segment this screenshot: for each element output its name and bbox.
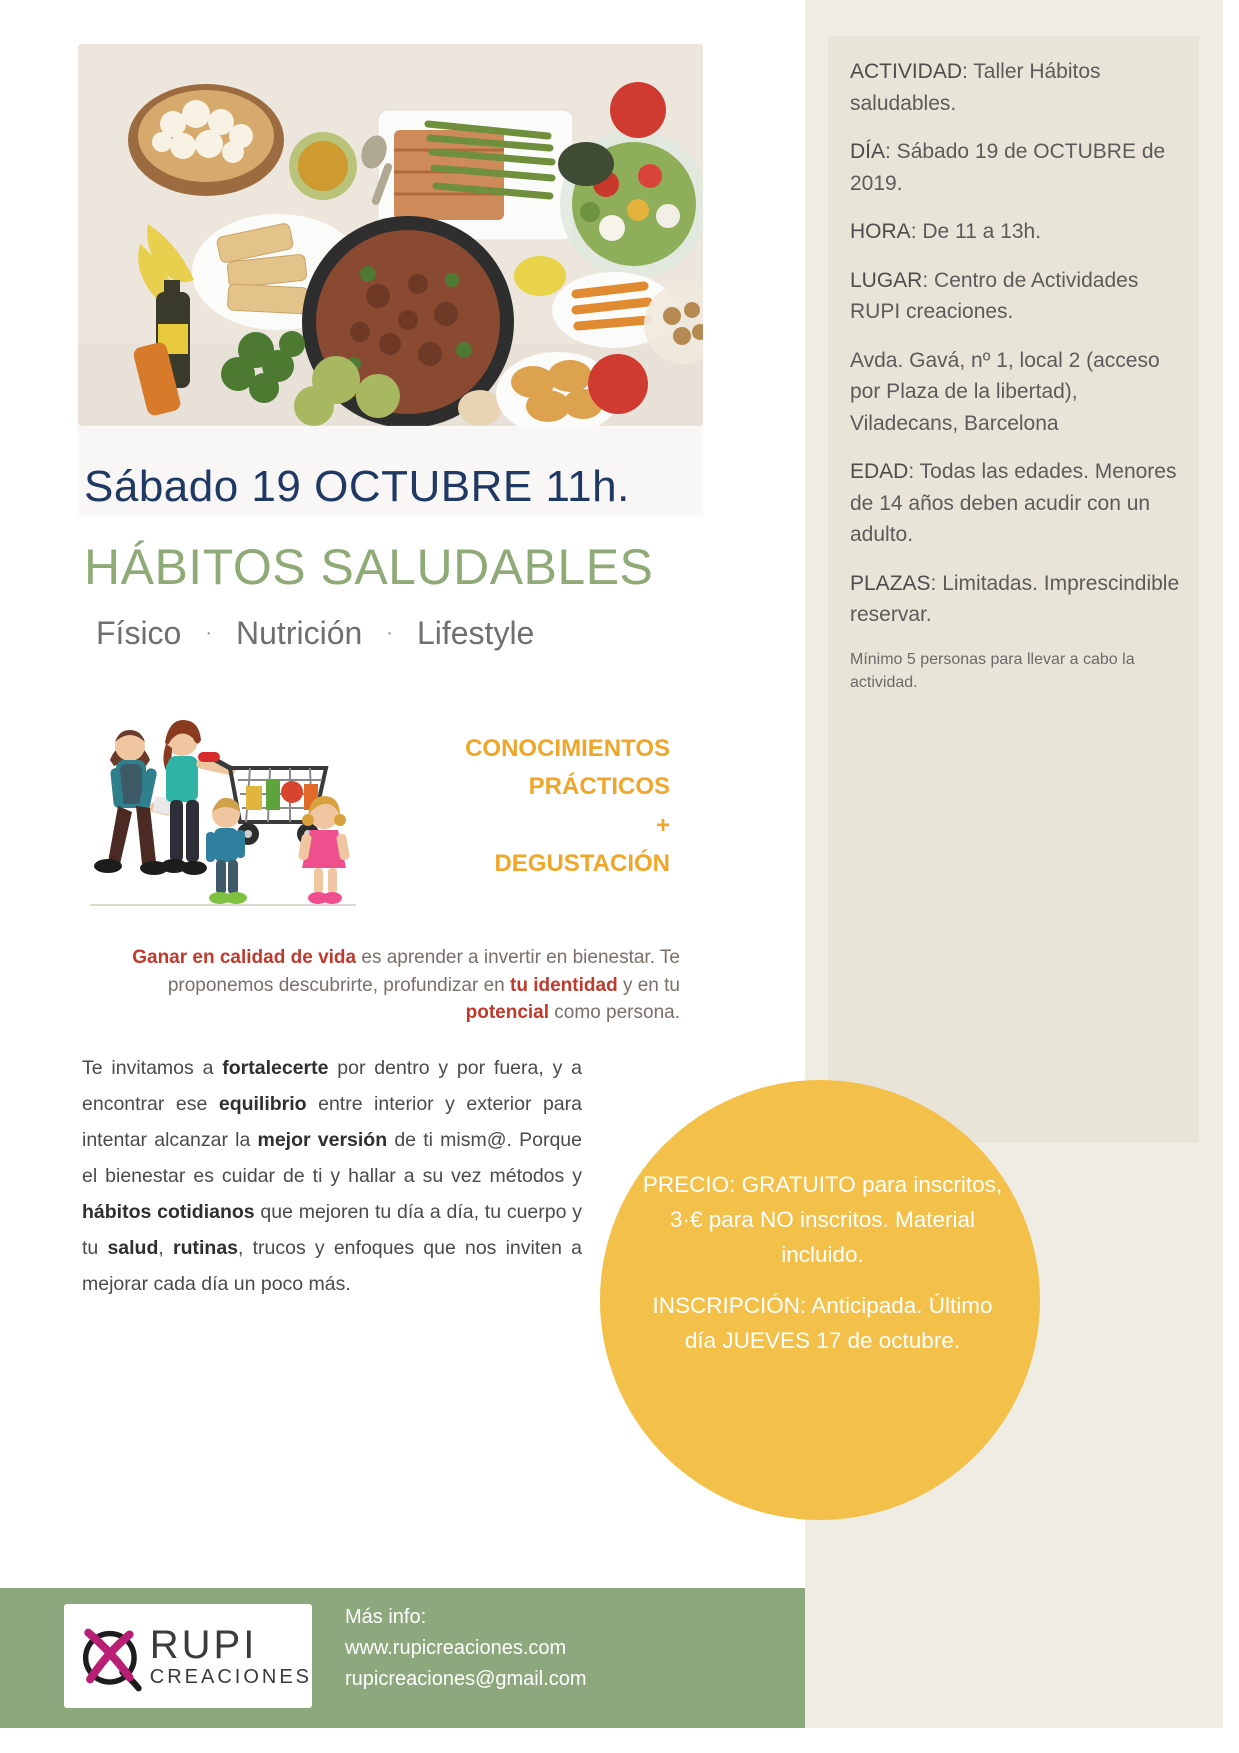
detail-day-value: : Sábado 19 de OCTUBRE de 2019. [850,140,1166,195]
highlight-seg-5: potencial [465,1002,550,1024]
body-seg-b5: salud [107,1237,159,1260]
detail-place [850,265,1180,328]
email-link[interactable]: rupicreaciones@gmail.com [345,1668,587,1690]
detail-minimum-note: Mínimo 5 personas para llevar a cabo la actividad. [850,650,1135,691]
body-seg-p7: , trucos y enfoques que nos inviten a mejorar cada día un poco más. [82,1237,582,1296]
more-info-label: Más info: [345,1606,427,1628]
detail-place-value: : Centro de Actividades RUPI creaciones. [850,268,1139,323]
flyer-subline [96,615,696,652]
bottom-white-strip [0,1728,1239,1753]
promo-line-1: CONOCIMIENTOS [465,735,670,762]
body-seg-p6: , [158,1237,173,1260]
detail-address [850,345,1180,440]
highlight-seg-1: Ganar en calidad de vida [132,947,357,968]
detail-address-value: Avda. Gavá, nº 1, local 2 (acceso por Plaza de la libertad), Viladecans, Barcelona [850,348,1160,435]
subline-item-2: Nutrición [236,615,363,651]
flyer-date-headline: Sábado 19 OCTUBRE 11h. [84,462,630,511]
flyer-title-headline: HÁBITOS SALUDABLES [84,539,654,595]
highlight-seg-2: es aprender a invertir en bienestar. Te proponemos descubrirte, profundizar en [167,947,680,996]
body-seg-b4: hábitos cotidianos [82,1201,255,1224]
promo-block [380,730,670,884]
body-seg-p1: Te invitamos a [82,1057,223,1079]
body-seg-p2: por dentro y por fuera, y a encontrar ese [82,1057,582,1116]
logo-name: RUPI [149,1623,258,1667]
body-seg-p4: de ti mism@. Porque el bienestar es cuidar de ti y hallar a su vez métodos y [82,1129,582,1188]
detail-time [850,216,1180,248]
subline-item-1: Físico [96,615,182,651]
subline-separator-2: · [386,622,393,644]
detail-places-value: : Limitadas. Imprescindible reservar. [850,571,1180,626]
detail-day-label: DÍA [850,140,886,163]
highlight-paragraph [80,944,680,1027]
logo-subtitle: CREACIONES [149,1666,312,1688]
highlight-seg-4: y en tu [617,974,680,996]
detail-time-label: HORA [850,220,911,243]
family-shopping-cart-illustration [70,668,370,918]
promo-line-2: PRÁCTICOS [528,773,670,801]
highlight-seg-6: como persona. [549,1002,680,1024]
footer-right-beige-band [805,1588,1223,1728]
subline-item-3: Lifestyle [416,615,535,651]
signup-text: INSCRIPCIÓN: Anticipada. Último día JUEVES 17 de octubre. [652,1292,993,1353]
event-details-column [850,56,1180,711]
body-seg-b6: rutinas [173,1237,239,1260]
price-signup-text [640,1168,1005,1374]
body-seg-b1: fortalecerte [222,1057,329,1079]
detail-age [850,456,1180,551]
website-link[interactable]: www.rupicreaciones.com [345,1637,567,1659]
detail-age-value: : Todas las edades. Menores de 14 años deben acudir con un adulto. [850,460,1177,546]
detail-place-label: LUGAR [850,268,923,292]
body-seg-p3: entre interior y exterior para intentar alcanzar la [82,1093,582,1152]
promo-line-3: + [655,811,670,839]
rupi-brush-mark-icon [74,1616,146,1696]
detail-activity-label: ACTIVIDAD [850,60,963,83]
footer-contact-info [345,1602,765,1695]
body-paragraph [82,1050,582,1302]
detail-places-label: PLAZAS [850,571,931,595]
promo-line-4: DEGUSTACIÓN [494,850,670,878]
detail-day [850,136,1180,199]
body-seg-b2: equilibrio [218,1093,307,1116]
rupi-logo [64,1604,312,1708]
detail-time-value: : De 11 a 13h. [910,220,1042,243]
healthy-food-photo [78,44,703,426]
detail-activity [850,56,1180,119]
right-edge-strip [1223,0,1239,1753]
detail-places [850,568,1180,631]
price-text: PRECIO: GRATUITO para inscritos, 3·€ para NO inscritos. Material incluido. [642,1172,1003,1267]
body-seg-b3: mejor versión [257,1129,388,1152]
body-seg-p5: que mejoren tu día a día, tu cuerpo y tu [82,1201,582,1260]
detail-age-label: EDAD [850,460,909,483]
detail-activity-value: : Taller Hábitos saludables. [850,60,1101,115]
subline-separator-1: · [205,622,213,644]
highlight-seg-3: tu identidad [510,974,618,996]
